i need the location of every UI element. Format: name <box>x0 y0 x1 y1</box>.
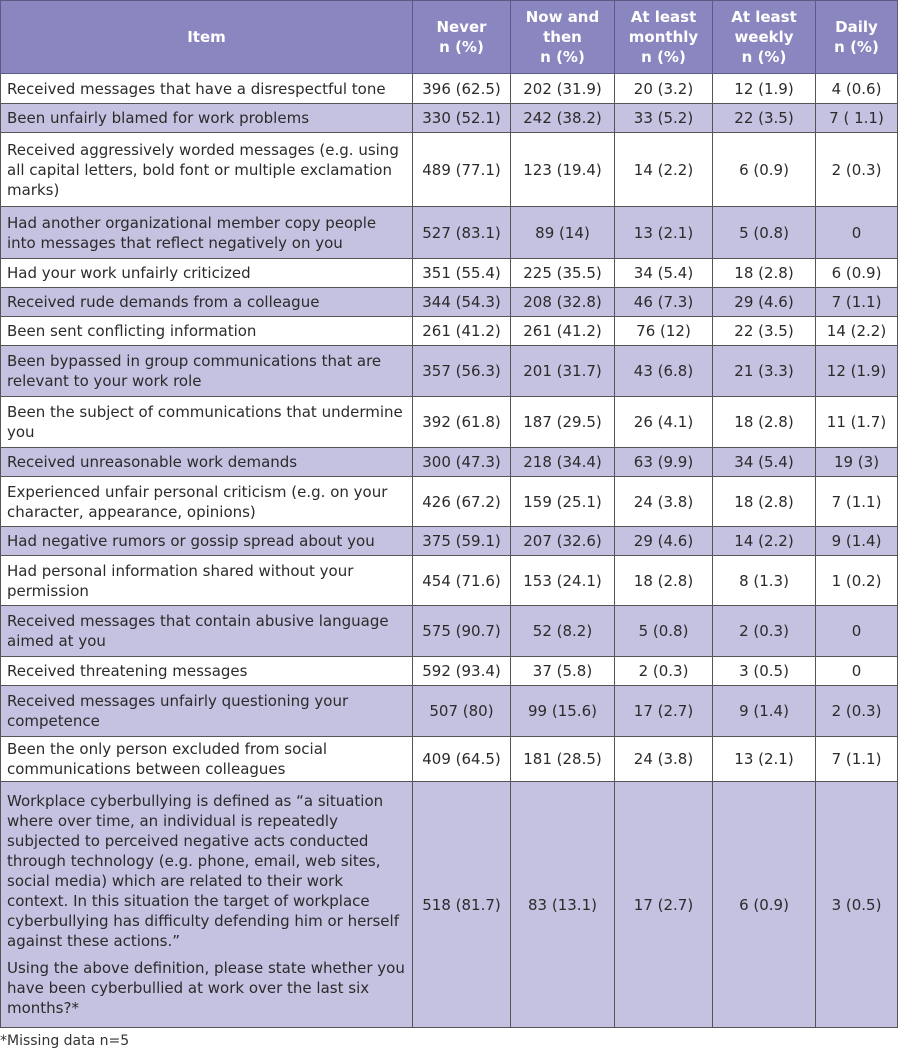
monthly-cell: 26 (4.1) <box>615 397 713 448</box>
header-at-least-monthly: At least monthly n (%) <box>615 1 713 74</box>
now-and-then-cell: 218 (34.4) <box>511 448 615 477</box>
item-cell: Experienced unfair personal criticism (e.g. on your character, appearance, opinions) <box>1 477 413 527</box>
now-and-then-cell: 99 (15.6) <box>511 686 615 737</box>
never-cell: 527 (83.1) <box>413 207 511 259</box>
now-and-then-cell: 159 (25.1) <box>511 477 615 527</box>
table-row <box>1 477 898 527</box>
daily-cell: 9 (1.4) <box>816 527 898 556</box>
daily-cell: 4 (0.6) <box>816 74 898 104</box>
weekly-cell: 22 (3.5) <box>713 317 816 346</box>
never-cell: 351 (55.4) <box>413 259 511 288</box>
item-cell: Received rude demands from a colleague <box>1 288 413 317</box>
monthly-cell: 63 (9.9) <box>615 448 713 477</box>
monthly-cell: 33 (5.2) <box>615 104 713 133</box>
table-row <box>1 346 898 397</box>
monthly-cell: 43 (6.8) <box>615 346 713 397</box>
daily-cell: 11 (1.7) <box>816 397 898 448</box>
monthly-cell: 24 (3.8) <box>615 477 713 527</box>
monthly-cell: 14 (2.2) <box>615 133 713 207</box>
table-row <box>1 74 898 104</box>
table-row <box>1 133 898 207</box>
table-row <box>1 104 898 133</box>
monthly-cell: 20 (3.2) <box>615 74 713 104</box>
monthly-cell: 17 (2.7) <box>615 686 713 737</box>
monthly-cell: 5 (0.8) <box>615 606 713 657</box>
weekly-cell: 34 (5.4) <box>713 448 816 477</box>
now-and-then-cell: 123 (19.4) <box>511 133 615 207</box>
header-daily: Daily n (%) <box>816 1 898 74</box>
item-cell: Had negative rumors or gossip spread about you <box>1 527 413 556</box>
header-item: Item <box>1 1 413 74</box>
monthly-cell: 18 (2.8) <box>615 556 713 606</box>
monthly-cell: 13 (2.1) <box>615 207 713 259</box>
table-row <box>1 606 898 657</box>
table-row <box>1 657 898 686</box>
never-cell: 396 (62.5) <box>413 74 511 104</box>
never-cell: 518 (81.7) <box>413 782 511 1028</box>
daily-cell: 7 (1.1) <box>816 737 898 782</box>
daily-cell: 3 (0.5) <box>816 782 898 1028</box>
table-row <box>1 288 898 317</box>
weekly-cell: 18 (2.8) <box>713 397 816 448</box>
daily-cell: 6 (0.9) <box>816 259 898 288</box>
now-and-then-cell: 207 (32.6) <box>511 527 615 556</box>
weekly-cell: 12 (1.9) <box>713 74 816 104</box>
never-cell: 575 (90.7) <box>413 606 511 657</box>
weekly-cell: 8 (1.3) <box>713 556 816 606</box>
weekly-cell: 18 (2.8) <box>713 477 816 527</box>
item-cell: Received unreasonable work demands <box>1 448 413 477</box>
weekly-cell: 29 (4.6) <box>713 288 816 317</box>
table-row <box>1 737 898 782</box>
daily-cell: 1 (0.2) <box>816 556 898 606</box>
never-cell: 426 (67.2) <box>413 477 511 527</box>
never-cell: 357 (56.3) <box>413 346 511 397</box>
weekly-cell: 5 (0.8) <box>713 207 816 259</box>
now-and-then-cell: 37 (5.8) <box>511 657 615 686</box>
item-cell: Been the subject of communications that undermine you <box>1 397 413 448</box>
daily-cell: 0 <box>816 207 898 259</box>
now-and-then-cell: 181 (28.5) <box>511 737 615 782</box>
definition-cell <box>1 782 413 1028</box>
daily-cell: 7 (1.1) <box>816 288 898 317</box>
header-now-and-then: Now and then n (%) <box>511 1 615 74</box>
item-cell: Received threatening messages <box>1 657 413 686</box>
daily-cell: 0 <box>816 657 898 686</box>
definition-row <box>1 782 898 1028</box>
weekly-cell: 6 (0.9) <box>713 782 816 1028</box>
header-never: Never n (%) <box>413 1 511 74</box>
item-cell: Received messages unfairly questioning your competence <box>1 686 413 737</box>
now-and-then-cell: 225 (35.5) <box>511 259 615 288</box>
never-cell: 592 (93.4) <box>413 657 511 686</box>
footnote: *Missing data n=5 <box>0 1033 130 1049</box>
now-and-then-cell: 261 (41.2) <box>511 317 615 346</box>
never-cell: 261 (41.2) <box>413 317 511 346</box>
never-cell: 330 (52.1) <box>413 104 511 133</box>
table-row <box>1 207 898 259</box>
monthly-cell: 76 (12) <box>615 317 713 346</box>
now-and-then-cell: 201 (31.7) <box>511 346 615 397</box>
table-row <box>1 397 898 448</box>
now-and-then-cell: 187 (29.5) <box>511 397 615 448</box>
monthly-cell: 24 (3.8) <box>615 737 713 782</box>
never-cell: 392 (61.8) <box>413 397 511 448</box>
daily-cell: 12 (1.9) <box>816 346 898 397</box>
header-at-least-weekly: At least weekly n (%) <box>713 1 816 74</box>
item-cell: Had another organizational member copy people into messages that reflect negatively on you <box>1 207 413 259</box>
never-cell: 454 (71.6) <box>413 556 511 606</box>
item-cell: Been sent conflicting information <box>1 317 413 346</box>
never-cell: 409 (64.5) <box>413 737 511 782</box>
weekly-cell: 13 (2.1) <box>713 737 816 782</box>
weekly-cell: 2 (0.3) <box>713 606 816 657</box>
now-and-then-cell: 83 (13.1) <box>511 782 615 1028</box>
weekly-cell: 14 (2.2) <box>713 527 816 556</box>
never-cell: 375 (59.1) <box>413 527 511 556</box>
weekly-cell: 18 (2.8) <box>713 259 816 288</box>
item-cell: Been bypassed in group communications that are relevant to your work role <box>1 346 413 397</box>
daily-cell: 2 (0.3) <box>816 686 898 737</box>
item-cell: Received aggressively worded messages (e.g. using all capital letters, bold font or multiple exclamation marks) <box>1 133 413 207</box>
table-row <box>1 556 898 606</box>
never-cell: 300 (47.3) <box>413 448 511 477</box>
daily-cell: 19 (3) <box>816 448 898 477</box>
never-cell: 507 (80) <box>413 686 511 737</box>
weekly-cell: 6 (0.9) <box>713 133 816 207</box>
monthly-cell: 29 (4.6) <box>615 527 713 556</box>
monthly-cell: 34 (5.4) <box>615 259 713 288</box>
definition-question: Using the above definition, please state whether you have been cyberbullied at work over the last six months?* <box>7 959 405 1017</box>
never-cell: 344 (54.3) <box>413 288 511 317</box>
table-row <box>1 527 898 556</box>
table-row <box>1 686 898 737</box>
daily-cell: 7 (1.1) <box>816 477 898 527</box>
daily-cell: 2 (0.3) <box>816 133 898 207</box>
weekly-cell: 3 (0.5) <box>713 657 816 686</box>
item-cell: Had your work unfairly criticized <box>1 259 413 288</box>
monthly-cell: 46 (7.3) <box>615 288 713 317</box>
definition-text: Workplace cyberbullying is defined as “a situation where over time, an individual is repeatedly subjected to perceived negative acts conducted through technology (e.g. phone, email, web sites, social media) which are related to their work context. In this situation the target of workplace cyberbullying has difficulty defending him or herself against these actions.” <box>7 792 399 950</box>
daily-cell: 7 ( 1.1) <box>816 104 898 133</box>
now-and-then-cell: 208 (32.8) <box>511 288 615 317</box>
table-row <box>1 259 898 288</box>
now-and-then-cell: 242 (38.2) <box>511 104 615 133</box>
now-and-then-cell: 202 (31.9) <box>511 74 615 104</box>
item-cell: Been the only person excluded from social communications between colleagues <box>1 737 413 782</box>
weekly-cell: 21 (3.3) <box>713 346 816 397</box>
item-cell: Received messages that contain abusive language aimed at you <box>1 606 413 657</box>
table-row <box>1 317 898 346</box>
item-cell: Been unfairly blamed for work problems <box>1 104 413 133</box>
now-and-then-cell: 153 (24.1) <box>511 556 615 606</box>
item-cell: Received messages that have a disrespectful tone <box>1 74 413 104</box>
never-cell: 489 (77.1) <box>413 133 511 207</box>
table-header-row <box>1 1 898 74</box>
item-cell: Had personal information shared without your permission <box>1 556 413 606</box>
daily-cell: 0 <box>816 606 898 657</box>
table-row <box>1 448 898 477</box>
now-and-then-cell: 52 (8.2) <box>511 606 615 657</box>
monthly-cell: 2 (0.3) <box>615 657 713 686</box>
weekly-cell: 9 (1.4) <box>713 686 816 737</box>
now-and-then-cell: 89 (14) <box>511 207 615 259</box>
daily-cell: 14 (2.2) <box>816 317 898 346</box>
weekly-cell: 22 (3.5) <box>713 104 816 133</box>
monthly-cell: 17 (2.7) <box>615 782 713 1028</box>
